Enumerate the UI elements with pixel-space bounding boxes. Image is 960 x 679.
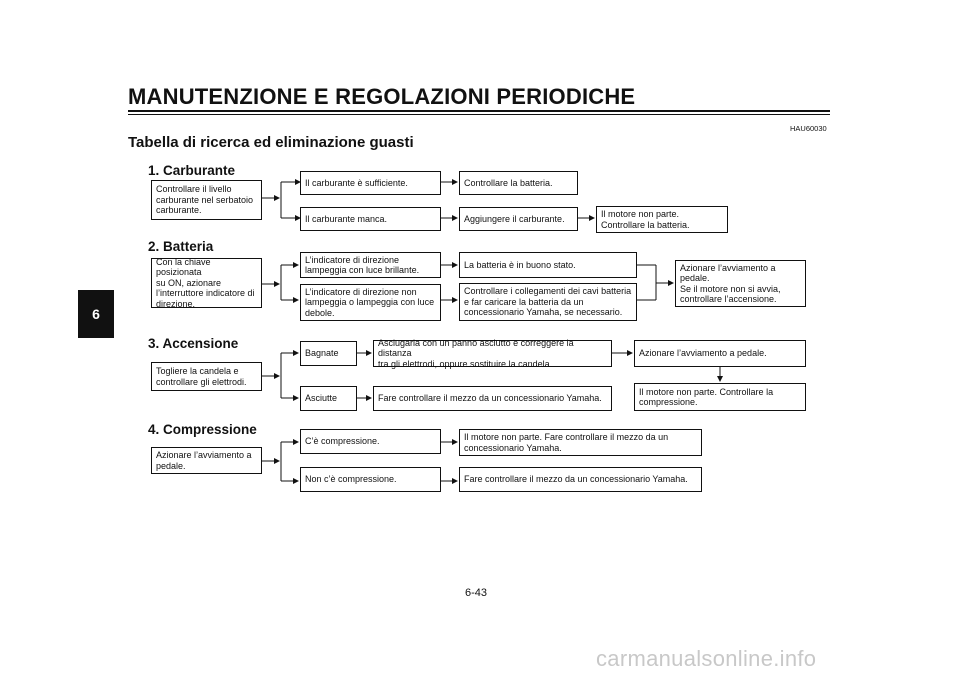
watermark: carmanualsonline.info [596,646,817,671]
flow-box-check-cables [459,283,637,321]
flow-box-compression-present [300,429,441,454]
flow-box-text: Il carburante è sufficiente. [305,177,408,188]
flow-box-text: Controllare la batteria. [464,177,553,188]
flow-box-engine-no-start-battery [596,206,728,233]
flow-box-text: C’è compressione. [305,436,380,447]
flow-box-dealer-check-ignition [373,386,612,411]
flow-box-text: Controllare i collegamenti dei cavi batteria e far caricare la batteria da un concessionario Yamaha, se necessario. [464,286,632,318]
flow-box-text: Aggiungere il carburante. [464,213,565,224]
subsection-title-accensione: 3. Accensione [148,336,239,351]
flow-box-signal-bright [300,252,441,278]
flow-box-dealer-compression-absent [459,467,702,492]
flow-box-text: Con la chiave posizionata su ON, azionare l’interruttore indicatore di direzione. [156,256,255,309]
flow-box-fuel-check [151,180,262,220]
flow-box-text: L’indicatore di direzione lampeggia con luce brillante. [305,254,420,275]
flow-box-remove-spark-plug [151,362,262,391]
flow-box-battery-good [459,252,637,278]
flow-box-text: Bagnate [305,348,339,359]
flow-box-text: Asciugarla con un panno asciutto e correggere la distanza tra gli elettrodi, oppure sostituire la candela. [378,337,574,369]
flow-box-text: Il motore non parte. Fare controllare il mezzo da un concessionario Yamaha. [464,432,669,453]
flow-box-add-fuel [459,207,578,231]
flow-box-turn-signal-test [151,258,262,308]
flow-box-signal-dim [300,284,441,321]
flow-box-check-battery [459,171,578,195]
document-code: HAU60030 [790,124,827,133]
flow-box-text: La batteria è in buono stato. [464,259,576,270]
flow-box-text: Asciutte [305,393,338,404]
flow-box-text: L’indicatore di direzione non lampeggia o lampeggia con luce debole. [305,286,435,318]
flow-box-dealer-compression-present [459,429,702,456]
flow-box-check-compression [634,383,806,411]
section-title: Tabella di ricerca ed eliminazione guasti [128,134,414,151]
flow-box-kick-start-compression [151,447,262,474]
subsection-title-compressione: 4. Compressione [148,422,257,437]
flow-box-electrodes-wet [300,341,357,366]
flow-box-text: Togliere la candela e controllare gli elettrodi. [156,366,247,387]
flow-box-text: Fare controllare il mezzo da un concessionario Yamaha. [464,474,688,485]
page-number: 6-43 [465,587,488,599]
flow-box-text: Azionare l’avviamento a pedale. [639,348,767,359]
flow-box-text: Controllare il livello carburante nel serbatoio carburante. [156,184,254,216]
flow-box-dry-and-adjust [373,337,612,369]
flow-box-text: Il motore non parte. Controllare la batteria. [601,209,690,230]
subsection-title-carburante: 1. Carburante [148,163,236,178]
chapter-tab[interactable]: 6 [78,290,114,338]
flow-box-text: Il carburante manca. [305,213,388,224]
page-title: MANUTENZIONE E REGOLAZIONI PERIODICHE [128,84,636,109]
flow-box-compression-absent [300,467,441,492]
flow-box-text: Azionare l’avviamento a pedale. Se il motore non si avvia, controllare l’accensione. [680,262,781,304]
flow-box-kick-start [634,340,806,367]
flow-box-fuel-missing [300,207,441,231]
flow-box-text: Non c’è compressione. [305,474,397,485]
flow-box-text: Azionare l’avviamento a pedale. [156,450,252,471]
flow-box-fuel-sufficient [300,171,441,195]
flow-box-kick-start-check-ignition [675,260,806,307]
flow-box-electrodes-dry [300,386,357,411]
flow-box-text: Fare controllare il mezzo da un concessionario Yamaha. [378,393,602,404]
subsection-title-batteria: 2. Batteria [148,239,214,254]
flow-box-text: Il motore non parte. Controllare la compressione. [639,386,774,407]
